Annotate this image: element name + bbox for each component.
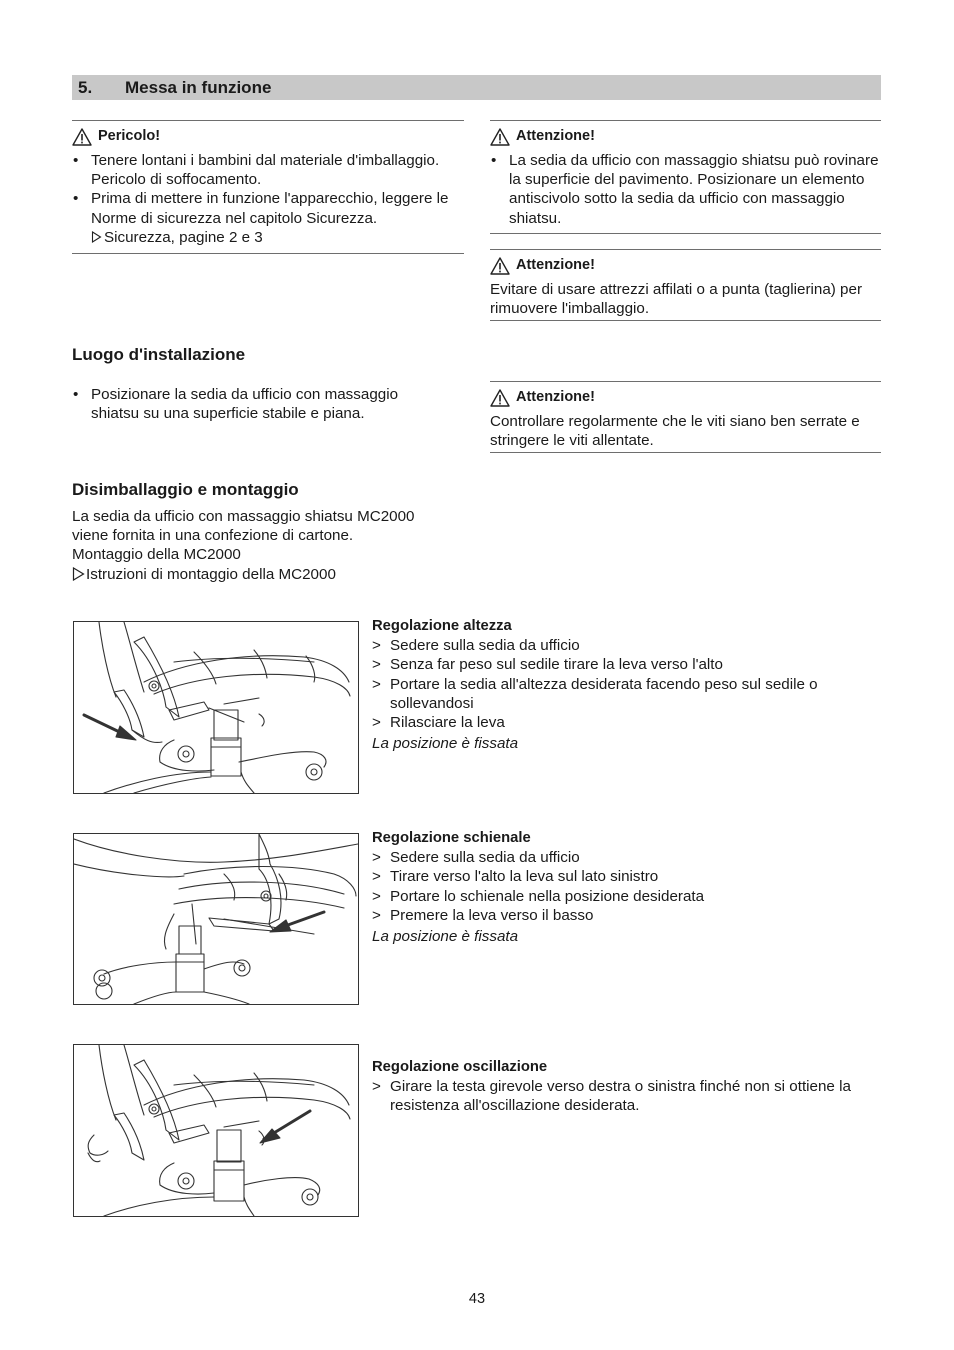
warning-triangle-icon <box>490 128 510 146</box>
list-item: • Posizionare la sedia da ufficio con massaggio shiatsu su una superficie stabile e piana. <box>72 385 442 423</box>
step-item: > Sedere sulla sedia da ufficio <box>372 636 872 655</box>
step-item: > Premere la leva verso il basso <box>372 906 872 925</box>
danger-ref-text: Sicurezza, pagine 2 e 3 <box>104 228 263 246</box>
unpacking-line: Montaggio della MC2000 <box>72 546 241 564</box>
rocking-adjustment-title: Regolazione oscillazione <box>372 1059 548 1075</box>
unpacking-heading: Disimballaggio e montaggio <box>72 480 299 499</box>
step-item: > Portare lo schienale nella posizione desiderata <box>372 887 872 906</box>
backrest-adjustment-title: Regolazione schienale <box>372 830 531 846</box>
section-title: Messa in funzione <box>125 78 272 97</box>
section-number: 5. <box>78 78 93 97</box>
rocking-steps <box>372 1077 872 1115</box>
height-result: La posizione è fissata <box>372 735 519 753</box>
warning-triangle-icon <box>490 389 510 407</box>
attention-title: Attenzione! <box>516 389 595 406</box>
step-item: > Rilasciare la leva <box>372 713 872 732</box>
warning-triangle-icon <box>490 257 510 275</box>
backrest-adjustment-text <box>372 829 872 946</box>
attention-heading <box>490 123 881 151</box>
attention-text: Evitare di usare attrezzi affilati o a punta (taglierina) per rimuovere l'imballaggio. <box>490 281 863 318</box>
attention-box-1 <box>490 120 881 234</box>
list-item: • La sedia da ufficio con massaggio shiatsu può rovinare la superficie del pavimento. Posizionare un elemento antiscivolo sotto la sedia da ufficio con massaggio shiatsu. <box>490 151 881 228</box>
step-item: > Sedere sulla sedia da ufficio <box>372 848 872 867</box>
list-item: • Prima di mettere in funzione l'apparecchio, leggere le Norme di sicurezza nel capitolo Sicurezza. <box>72 189 464 227</box>
unpacking-ref-text: Istruzioni di montaggio della MC2000 <box>86 565 336 583</box>
attention-title: Attenzione! <box>516 257 595 274</box>
attention-list <box>490 151 881 228</box>
height-adjustment-title: Regolazione altezza <box>372 618 512 634</box>
height-adjustment-text <box>372 617 872 753</box>
backrest-steps <box>372 848 872 925</box>
danger-box <box>72 120 464 254</box>
backrest-adjustment-figure <box>73 833 359 1005</box>
attention-title: Attenzione! <box>516 128 595 145</box>
attention-text: Controllare regolarmente che le viti siano ben serrate e stringere le viti allentate. <box>490 413 860 450</box>
danger-list <box>72 151 464 228</box>
unpacking-line: La sedia da ufficio con massaggio shiatsu MC2000 <box>72 508 415 525</box>
step-item: > Girare la testa girevole verso destra o sinistra finché non si ottiene la resistenza all'oscillazione desiderata. <box>372 1077 872 1115</box>
attention-heading <box>490 384 881 412</box>
attention-heading <box>490 252 881 280</box>
triangle-right-icon <box>72 567 85 581</box>
step-item: > Senza far peso sul sedile tirare la leva verso l'alto <box>372 655 872 674</box>
warning-triangle-icon <box>72 128 92 146</box>
installation-list <box>72 385 442 423</box>
danger-title: Pericolo! <box>98 128 161 145</box>
rocking-adjustment-figure <box>73 1044 359 1217</box>
unpacking-line: viene fornita in una confezione di cartone. <box>72 527 354 545</box>
attention-box-3 <box>490 381 881 453</box>
rocking-adjustment-text <box>372 1058 872 1116</box>
installation-heading: Luogo d'installazione <box>72 345 246 364</box>
height-steps <box>372 636 872 732</box>
danger-heading <box>72 123 464 151</box>
unpacking-reference <box>72 565 464 584</box>
attention-box-2 <box>490 249 881 321</box>
page-number: 43 <box>468 1291 486 1307</box>
triangle-right-icon <box>91 231 102 243</box>
height-adjustment-figure <box>73 621 359 794</box>
step-item: > Portare la sedia all'altezza desiderata facendo peso sul sedile o sollevandosi <box>372 675 872 713</box>
step-item: > Tirare verso l'alto la leva sul lato sinistro <box>372 867 872 886</box>
backrest-result: La posizione è fissata <box>372 928 519 946</box>
list-item: • Tenere lontani i bambini dal materiale d'imballaggio. Pericolo di soffocamento. <box>72 151 464 189</box>
section-header <box>72 75 881 100</box>
unpacking-body <box>72 507 464 584</box>
danger-reference <box>72 228 464 247</box>
